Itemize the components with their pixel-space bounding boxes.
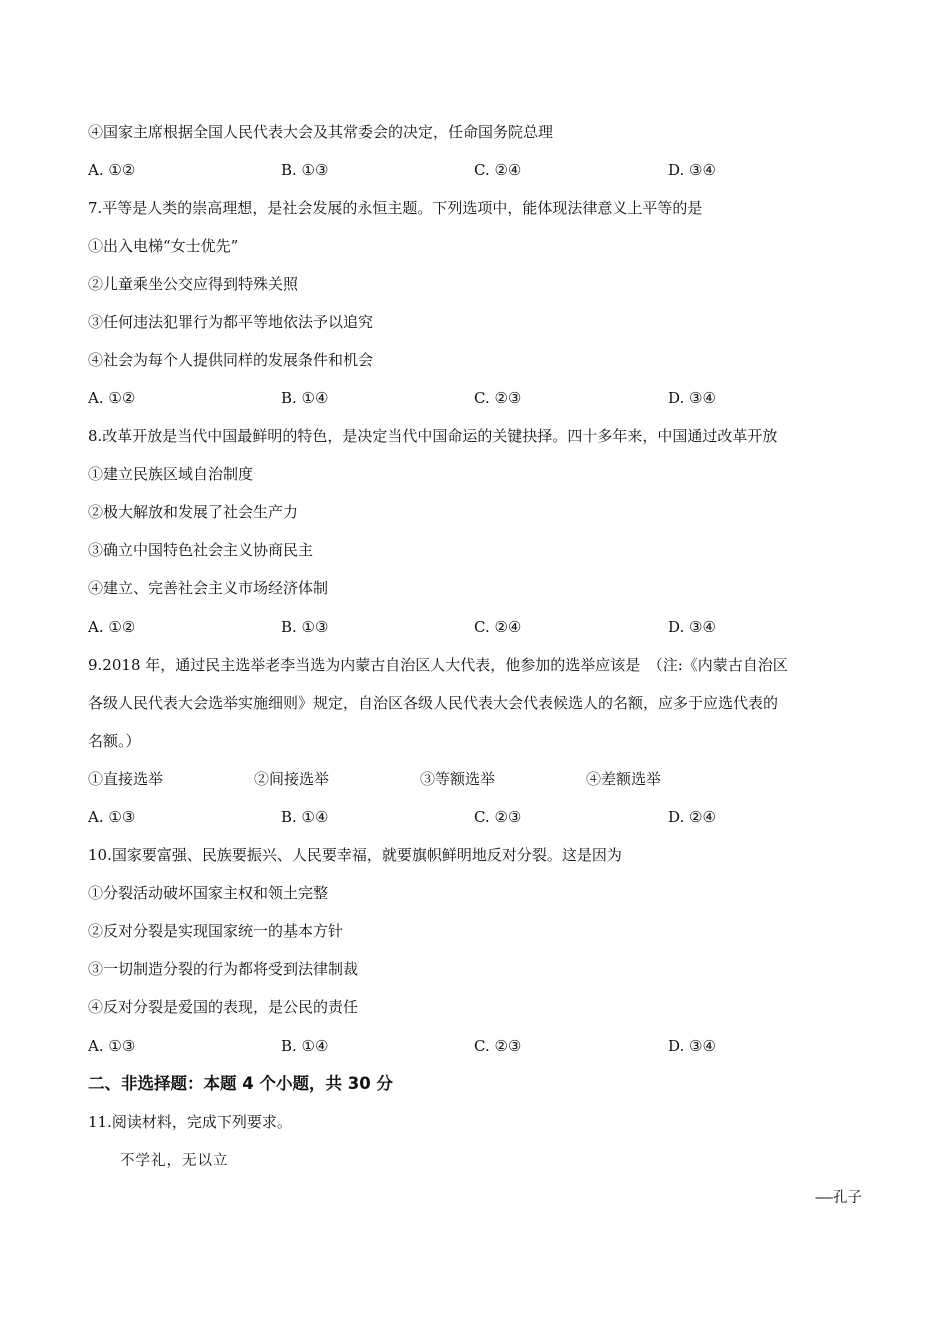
q9-item-4: ④差额选举 — [586, 770, 662, 788]
q8-options — [88, 617, 808, 637]
q7-option-a: A. ①② — [88, 389, 136, 407]
q9-option-b: B. ①④ — [281, 808, 329, 826]
q6-item-4: ④国家主席根据全国人民代表大会及其常委会的决定，任命国务院总理 — [88, 123, 554, 141]
section-2-heading: 二、非选择题：本题 4 个小题，共 30 分 — [88, 1074, 393, 1093]
q6-option-a: A. ①② — [88, 161, 136, 179]
q6-option-d: D. ③④ — [668, 161, 716, 179]
q9-option-d: D. ②④ — [668, 808, 716, 826]
q7-item-2: ②儿童乘坐公交应得到特殊关照 — [88, 275, 299, 293]
q7-options — [88, 388, 808, 408]
q8-stem: 8.改革开放是当代中国最鲜明的特色，是决定当代中国命运的关键抉择。四十多年来，中国通过改革开放 — [88, 427, 778, 445]
q7-stem: 7.平等是人类的崇高理想，是社会发展的永恒主题。下列选项中，能体现法律意义上平等的是 — [88, 199, 703, 217]
q7-option-c: C. ②③ — [474, 389, 522, 407]
q7-item-3: ③任何违法犯罪行为都平等地依法予以追究 — [88, 313, 374, 331]
q7-option-b: B. ①④ — [281, 389, 329, 407]
q9-item-2: ②间接选举 — [254, 770, 330, 788]
q10-option-d: D. ③④ — [668, 1037, 716, 1055]
q7-option-d: D. ③④ — [668, 389, 716, 407]
q9-option-a: A. ①③ — [88, 808, 136, 826]
q9-stem-line-1: 9.2018 年，通过民主选举老李当选为内蒙古自治区人大代表，他参加的选举应该是 （注:《内蒙古自治区 — [88, 656, 788, 674]
q8-option-b: B. ①③ — [281, 618, 329, 636]
q10-option-c: C. ②③ — [474, 1037, 522, 1055]
q6-options — [88, 160, 808, 180]
q9-stem-line-2: 各级人民代表大会选举实施细则》规定，自治区各级人民代表大会代表候选人的名额，应多于应选代表的 — [88, 694, 779, 712]
q10-item-1: ①分裂活动破坏国家主权和领土完整 — [88, 884, 329, 902]
q9-stem-line-3: 名额。） — [88, 732, 141, 750]
q9-items — [88, 769, 808, 789]
q8-option-d: D. ③④ — [668, 618, 716, 636]
q9-item-3: ③等额选举 — [420, 770, 496, 788]
q9-item-1: ①直接选举 — [88, 770, 164, 788]
q10-item-3: ③一切制造分裂的行为都将受到法律制裁 — [88, 960, 359, 978]
q10-option-b: B. ①④ — [281, 1037, 329, 1055]
q11-quote: 不学礼，无以立 — [120, 1153, 229, 1169]
q10-option-a: A. ①③ — [88, 1037, 136, 1055]
q6-option-c: C. ②④ — [474, 161, 522, 179]
q7-item-4: ④社会为每个人提供同样的发展条件和机会 — [88, 351, 374, 369]
q10-options — [88, 1036, 808, 1056]
q8-item-3: ③确立中国特色社会主义协商民主 — [88, 541, 314, 559]
q6-option-b: B. ①③ — [281, 161, 329, 179]
q7-item-1: ①出入电梯“女士优先” — [88, 237, 239, 255]
q8-item-1: ①建立民族区域自治制度 — [88, 465, 254, 483]
q9-options — [88, 807, 808, 827]
q10-item-4: ④反对分裂是爱国的表现，是公民的责任 — [88, 998, 359, 1016]
q8-option-c: C. ②④ — [474, 618, 522, 636]
q8-option-a: A. ①② — [88, 618, 136, 636]
q10-item-2: ②反对分裂是实现国家统一的基本方针 — [88, 922, 344, 940]
q9-option-c: C. ②③ — [474, 808, 522, 826]
q8-item-2: ②极大解放和发展了社会生产力 — [88, 503, 299, 521]
q10-stem: 10.国家要富强、民族要振兴、人民要幸福，就要旗帜鲜明地反对分裂。这是因为 — [88, 846, 622, 864]
q8-item-4: ④建立、完善社会主义市场经济体制 — [88, 579, 329, 597]
q11-quote-author: ——孔子 — [815, 1190, 862, 1206]
q11-stem: 11.阅读材料，完成下列要求。 — [88, 1113, 292, 1131]
